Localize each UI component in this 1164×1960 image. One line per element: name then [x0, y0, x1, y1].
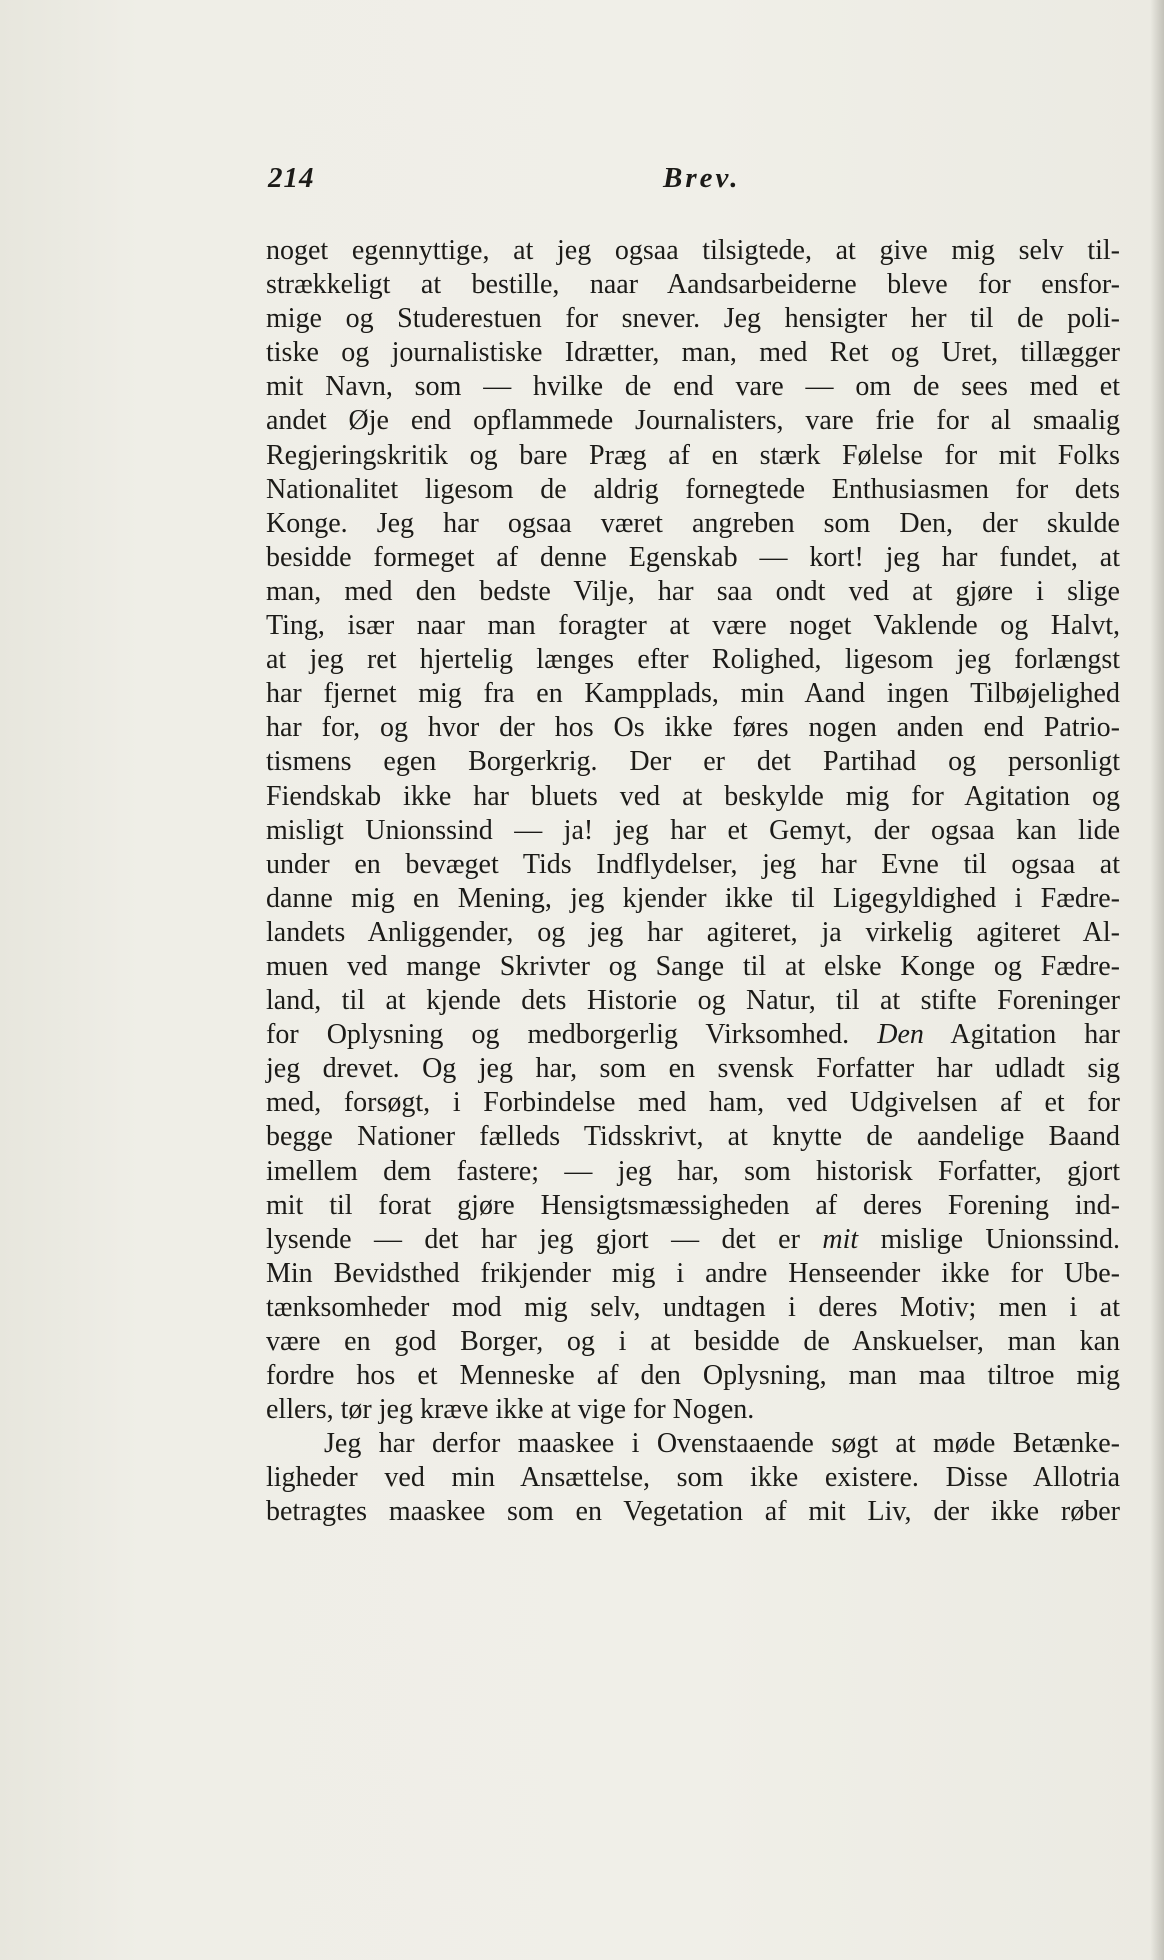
- text-line: mit til forat gjøre Hensigtsmæssigheden af deres Forening ind-: [266, 1189, 1120, 1221]
- text-line: har for, og hvor der hos Os ikke føres nogen anden end Patrio-: [266, 712, 1120, 744]
- text-line: land, til at kjende dets Historie og Natur, til at stifte Foreninger: [266, 985, 1120, 1017]
- text-line: tismens egen Borgerkrig. Der er det Partihad og personligt: [266, 746, 1120, 778]
- text-line: at jeg ret hjertelig længes efter Rolighed, ligesom jeg forlængst: [266, 644, 1120, 676]
- text-line: Regjeringskritik og bare Præg af en stærk Følelse for mit Folks: [266, 439, 1120, 471]
- page-number: 214: [268, 162, 315, 194]
- text-line: Min Bevidsthed frikjender mig i andre Henseender ikke for Ube-: [266, 1257, 1120, 1289]
- text-line: mige og Studerestuen for snever. Jeg hensigter her til de poli-: [266, 303, 1120, 335]
- body-text: [266, 234, 1120, 1530]
- text-line: ligheder ved min Ansættelse, som ikke existere. Disse Allotria: [266, 1462, 1120, 1494]
- text-line: begge Nationer fælleds Tidsskrivt, at knytte de aandelige Baand: [266, 1121, 1120, 1153]
- text-line: strækkeligt at bestille, naar Aandsarbeiderne bleve for ensfor-: [266, 269, 1120, 301]
- running-title: Brev.: [663, 162, 741, 194]
- text-line: Fiendskab ikke har bluets ved at beskylde mig for Agitation og: [266, 780, 1120, 812]
- text-segment: lysende — det har jeg gjort — det er: [266, 1223, 823, 1255]
- text-segment: for Oplysning og medborgerlig Virksomhed.: [266, 1019, 850, 1051]
- text-line: tiske og journalistiske Idrætter, man, med Ret og Uret, tillægger: [266, 337, 1120, 369]
- text-line: med, forsøgt, i Forbindelse med ham, ved Udgivelsen af et for: [266, 1087, 1120, 1119]
- text-line: mit Navn, som — hvilke de end vare — om de sees med et: [266, 371, 1120, 403]
- text-line: har fjernet mig fra en Kampplads, min Aand ingen Tilbøjelighed: [266, 678, 1120, 710]
- italic-text: mit: [822, 1223, 859, 1255]
- text-line: misligt Unionssind — ja! jeg har et Gemyt, der ogsaa kan lide: [266, 814, 1120, 846]
- text-line: imellem dem fastere; — jeg har, som historisk Forfatter, gjort: [266, 1155, 1120, 1187]
- text-line: landets Anliggender, og jeg har agiteret, ja virkelig agiteret Al-: [266, 916, 1120, 948]
- text-line: Ting, især naar man foragter at være noget Vaklende og Halvt,: [266, 610, 1120, 642]
- text-line: man, med den bedste Vilje, har saa ondt ved at gjøre i slige: [266, 575, 1120, 607]
- text-line: danne mig en Mening, jeg kjender ikke til Ligegyldighed i Fædre-: [266, 882, 1120, 914]
- text-line: under en bevæget Tids Indflydelser, jeg har Evne til ogsaa at: [266, 848, 1120, 880]
- page-header: [268, 162, 1122, 202]
- text-line: være en god Borger, og i at besidde de Anskuelser, man kan: [266, 1326, 1120, 1357]
- text-segment: mislige Unionssind.: [858, 1223, 1121, 1255]
- text-line: Konge. Jeg har ogsaa været angreben som Den, der skulde: [266, 507, 1120, 539]
- text-segment: Agitation har: [923, 1019, 1121, 1051]
- text-line: besidde formeget af denne Egenskab — kort! jeg har fundet, at: [266, 541, 1120, 573]
- italic-text: Den: [877, 1019, 924, 1051]
- text-line: fordre hos et Menneske af den Oplysning, man maa tiltroe mig: [266, 1360, 1120, 1392]
- text-line: Jeg har derfor maaskee i Ovenstaaende søgt at møde Betænke-: [324, 1428, 1120, 1460]
- text-line: andet Øje end opflammede Journalisters, vare frie for al smaalig: [266, 405, 1120, 437]
- text-line: ellers, tør jeg kræve ikke at vige for Nogen.: [266, 1394, 755, 1426]
- page-edge-shadow: [1150, 0, 1164, 1960]
- text-line: [266, 1223, 1120, 1257]
- text-line: betragtes maaskee som en Vegetation af mit Liv, der ikke røber: [266, 1496, 1120, 1528]
- text-line: noget egennyttige, at jeg ogsaa tilsigtede, at give mig selv til-: [266, 235, 1120, 266]
- text-line: jeg drevet. Og jeg har, som en svensk Forfatter har udladt sig: [266, 1053, 1120, 1085]
- text-line: tænksomheder mod mig selv, undtagen i deres Motiv; men i at: [266, 1291, 1120, 1323]
- text-line: Nationalitet ligesom de aldrig fornegtede Enthusiasmen for dets: [266, 473, 1120, 505]
- text-line: muen ved mange Skrivter og Sange til at elske Konge og Fædre-: [266, 950, 1120, 982]
- text-line: [266, 1018, 1120, 1052]
